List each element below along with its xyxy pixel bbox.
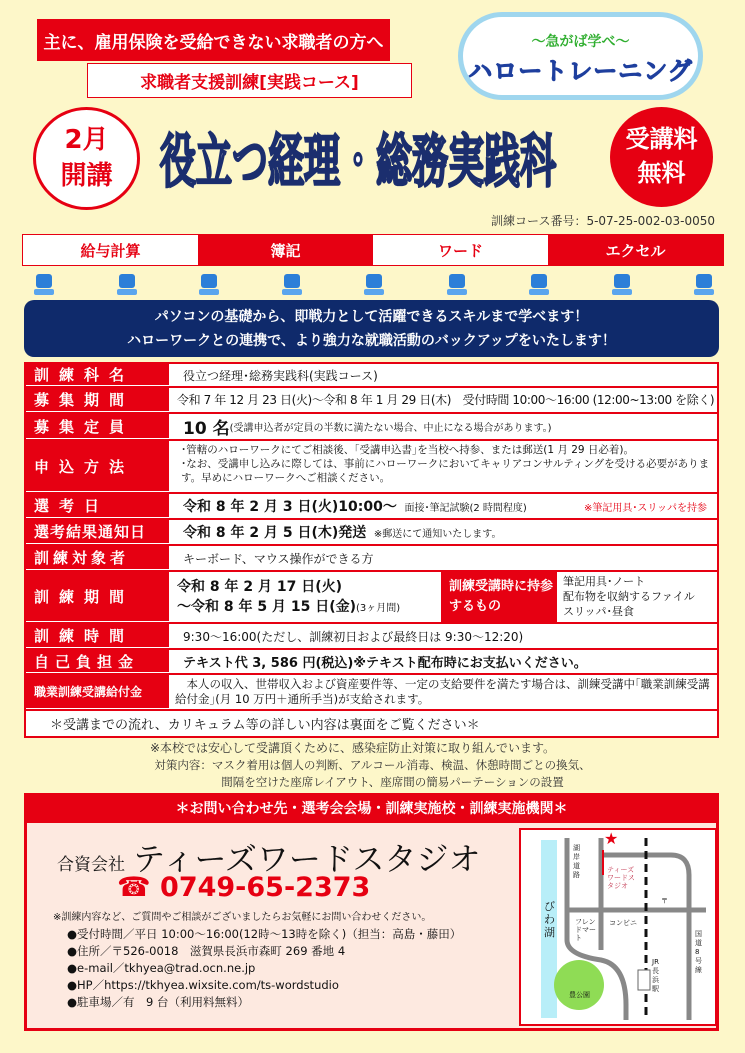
duration: (3ヶ月間) (356, 603, 401, 614)
label: 訓練科名 (26, 364, 169, 386)
bring-item: 配布物を収納するファイル (563, 590, 695, 603)
map-label-friend-mart: フレンドマート (575, 918, 596, 942)
computer-icon (529, 274, 549, 296)
email-item[interactable]: ●e-mail／tkhyea@trad.ocn.ne.jp (67, 961, 256, 975)
page-title: 役立つ経理・総務実践科 (160, 128, 557, 196)
course-type-label (87, 63, 412, 98)
logo-subtitle: 〜急がば学べ〜 (531, 34, 630, 50)
row-hours (26, 624, 717, 650)
highlight-banner (24, 300, 719, 357)
period-end: 〜令和 8 年 5 月 15 日(金) (177, 599, 357, 615)
start-month: 2月 (64, 125, 109, 155)
computer-icon (282, 274, 302, 296)
hours-item: ●受付時間／平日 10:00〜16:00(12時〜13時を除く)（担当：高島・藤田） (67, 927, 462, 941)
skill-word: ワード (373, 235, 548, 265)
map-label-convenience: コンビニ (609, 919, 637, 927)
free-tuition-badge (610, 107, 713, 207)
computer-icon (364, 274, 384, 296)
skill-tabs (22, 234, 724, 266)
row-recruit-period (26, 388, 717, 414)
label: 募集定員 (26, 414, 169, 439)
contact-section (24, 793, 719, 1031)
bring-label: 訓練受講時に持参するもの (441, 572, 557, 622)
school-star-icon: ★ (604, 830, 619, 848)
skill-payroll: 給与計算 (23, 235, 198, 265)
apply-line-2: ･なお、受講申し込みに際しては、事前にハローワークにおいてキャリアコンサルティングを受ける必要があります。早めにハローワークへご相談ください。 (181, 458, 710, 484)
label: 選考日 (26, 494, 169, 518)
value: 10 名 (183, 419, 230, 439)
map-label-post: 〒 (661, 897, 668, 905)
phone-icon: ☎ (117, 872, 161, 903)
banner-line-1: パソコンの基礎から、即戦力として活躍できるスキルまで学べます！ (154, 309, 589, 325)
computer-icon (117, 274, 137, 296)
hello-training-logo (458, 12, 703, 100)
skill-excel: エクセル (548, 235, 723, 265)
value: テキスト代 3, 586 円(税込)※テキスト配布時にお支払いください。 (183, 656, 587, 671)
parking-item: ●駐車場／有 9 台（利用料無料） (67, 995, 250, 1009)
value: 令和 7 年 12 月 23 日(火)〜令和 8 年 1 月 29 日(木) 受付時間 10:00〜16:00 (12:00~13:00 を除く) (177, 393, 715, 407)
course-info-table (24, 362, 719, 738)
label: 自己負担金 (26, 650, 169, 673)
label: 申込方法 (26, 441, 169, 492)
period-start: 令和 8 年 2 月 17 日(火) (177, 579, 343, 595)
computer-icon (612, 274, 632, 296)
bring-item: スリッパ･昼食 (563, 605, 635, 618)
course-code: 訓練コース番号：5-07-25-002-03-0050 (491, 214, 715, 228)
fee-label: 受講料 (625, 125, 698, 153)
bring-item: 筆記用具･ノート (563, 575, 646, 588)
caution-line-1: ※本校では安心して受講頂くために、感染症防止対策に取り組んでいます。 (149, 741, 556, 755)
value: 令和 8 年 2 月 3 日(火)10:00〜 (183, 499, 397, 515)
note: ※筆記用具･スリッパを持参 (584, 502, 707, 514)
row-apply-method (26, 441, 717, 494)
row-training-period (26, 572, 717, 624)
apply-line-1: ･管轄のハローワークにてご相談後、｢受講申込書｣を当校へ持参、または郵送(1 月 29 日必着)。 (181, 444, 634, 456)
map-label-park: 豊公園 (569, 991, 590, 999)
map-label-station: JR長浜駅 (652, 958, 659, 993)
map-label-route8: 国道8号線 (695, 930, 702, 974)
phone-text: 0749-65-2373 (160, 872, 371, 903)
computer-icon-row (34, 274, 714, 296)
start-label: 開講 (60, 161, 113, 191)
row-target (26, 546, 717, 572)
logo-title: ハロートレーニング (468, 57, 693, 85)
row-result-date (26, 520, 717, 546)
access-map (519, 828, 717, 1026)
value: 令和 8 年 2 月 5 日(木)発送 (183, 525, 367, 541)
note: (受講申込者が定員の半数に満たない場合、中止になる場合があります。) (229, 423, 552, 434)
table-footnote: ＊受講までの流れ、カリキュラム等の詳しい内容は裏面をご覧ください＊ (50, 718, 480, 733)
course-type-text: 求職者支援訓練[実践コース] (140, 73, 359, 93)
note: ※郵送にて通知いたします。 (373, 528, 502, 540)
value: 役立つ経理･総務実践科(実践コース) (183, 368, 378, 383)
fee-value: 無料 (637, 159, 686, 187)
value: 9:30〜16:00(ただし、訓練初日および最終日は 9:30〜12:20) (183, 629, 524, 644)
map-label-lakeside-road: 湖岸道路 (573, 844, 580, 879)
row-capacity (26, 414, 717, 441)
row-cost (26, 650, 717, 675)
label: 訓練対象者 (26, 546, 169, 570)
phone-number[interactable] (117, 872, 370, 903)
caution-line-3: 間隔を空けた座席レイアウト、座席間の簡易パーテーションの設置 (221, 775, 564, 789)
label: 訓練期間 (26, 572, 169, 622)
caution-line-2: 対策内容：マスク着用は個人の判断、アルコール消毒、検温、休憩時間ごとの換気、 (154, 758, 591, 772)
label: 選考結果通知日 (26, 520, 169, 544)
homepage-item[interactable]: ●HP／https://tkhyea.wixsite.com/ts-wordstudio (67, 978, 339, 992)
row-exam-date (26, 494, 717, 520)
computer-icon (694, 274, 714, 296)
row-course-name (26, 364, 717, 388)
target-text: 主に、雇用保険を受給できない求職者の方へ (43, 32, 384, 53)
computer-icon (199, 274, 219, 296)
map-label-school: ティーズワードスタジオ (607, 866, 635, 890)
address-item: ●住所／〒526-0018 滋賀県長浜市森町 269 番地 4 (67, 944, 346, 958)
value: キーボード、マウス操作ができる方 (183, 551, 374, 566)
company-title: ティーズワードスタジオ (133, 840, 481, 878)
value: 本人の収入、世帯収入および資産要件等、一定の支給要件を満たす場合は、訓練受講中｢職業訓練受講給付金｣(月 10 万円＋通所手当)が支給されます。 (175, 677, 710, 706)
computer-icon (447, 274, 467, 296)
label: 募集期間 (26, 388, 169, 412)
banner-line-2: ハローワークとの連携で、より強力な就職活動のバックアップをいたします！ (127, 333, 616, 349)
row-benefit (26, 675, 717, 711)
station-shape (638, 970, 650, 990)
computer-icon (34, 274, 54, 296)
skill-bookkeeping: 簿記 (198, 235, 373, 265)
park-shape (554, 960, 604, 1010)
contact-note: ※訓練内容など、ご質問やご相談がございましたらお気軽にお問い合わせください。 (53, 912, 432, 923)
start-month-badge (33, 107, 140, 210)
company-type: 合資会社 (57, 855, 125, 875)
contact-details (67, 926, 515, 1011)
detail: 面接･筆記試験(2 時間程度) (404, 502, 527, 514)
label: 訓練時間 (26, 624, 169, 648)
contact-header: ＊お問い合わせ先・選考会会場・訓練実施校・訓練実施機関＊ (27, 796, 716, 823)
map-label-lake: びわ湖 (544, 900, 555, 939)
target-audience-banner (37, 19, 390, 61)
label: 職業訓練受講給付金 (26, 675, 169, 709)
